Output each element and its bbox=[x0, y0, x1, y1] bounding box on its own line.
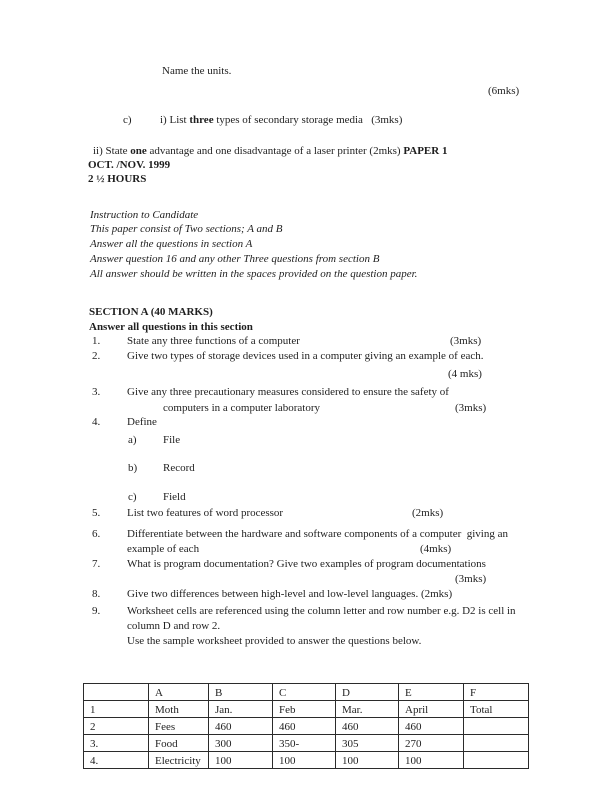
question-2-marks-line bbox=[0, 367, 612, 382]
instructions-text: Answer question 16 and any other Three questions from section B bbox=[90, 253, 380, 265]
worksheet-row bbox=[84, 718, 529, 735]
question-4b bbox=[0, 461, 612, 476]
worksheet-cell: 100 bbox=[336, 752, 399, 769]
worksheet-cell: Electricity bbox=[149, 752, 209, 769]
prompt-name-units-line bbox=[0, 64, 612, 79]
instructions-text: All answer should be written in the spaces provided on the question paper. bbox=[90, 268, 418, 280]
question-c-i-bold: three bbox=[189, 114, 214, 126]
instructions-line-4 bbox=[0, 267, 612, 282]
sub-question-text: Record bbox=[163, 462, 195, 474]
question-4c bbox=[0, 490, 612, 505]
question-7-marks-line bbox=[0, 572, 612, 587]
worksheet-cell: April bbox=[399, 701, 464, 718]
paper-duration: 2 ½ HOURS bbox=[88, 173, 147, 185]
question-8 bbox=[0, 587, 612, 602]
instructions-line-3 bbox=[0, 252, 612, 267]
worksheet-cell: Fees bbox=[149, 718, 209, 735]
question-c-i bbox=[160, 113, 402, 127]
question-number: 1. bbox=[92, 335, 101, 347]
question-text: Differentiate between the hardware and software components of a computer giving an bbox=[127, 528, 508, 540]
worksheet-cell: Jan. bbox=[209, 701, 273, 718]
question-text: computers in a computer laboratory bbox=[163, 402, 321, 414]
question-text: What is program documentation? Give two examples of program documentations bbox=[127, 558, 486, 570]
question-c-ii-mid: advantage and one disadvantage of a laser printer (2mks) bbox=[146, 145, 404, 157]
worksheet-cell: 460 bbox=[336, 718, 399, 735]
worksheet-header-row bbox=[84, 684, 529, 701]
sub-question-label: b) bbox=[128, 462, 138, 474]
worksheet-cell: B bbox=[209, 684, 273, 701]
worksheet-cell: Feb bbox=[273, 701, 336, 718]
question-text: Give two types of storage devices used in a computer giving an example of each. bbox=[127, 350, 484, 362]
question-c-ii-bold: one bbox=[130, 145, 147, 157]
question-9 bbox=[0, 604, 612, 619]
question-c-i-pre: i) List bbox=[160, 114, 190, 126]
marks-6mks: (6mks) bbox=[488, 85, 520, 97]
instructions-line-2 bbox=[0, 237, 612, 252]
worksheet-cell: D bbox=[336, 684, 399, 701]
question-number: 5. bbox=[92, 507, 101, 519]
question-c-line bbox=[0, 113, 612, 128]
worksheet-cell: Moth bbox=[149, 701, 209, 718]
question-text: Use the sample worksheet provided to answer the questions below. bbox=[127, 635, 422, 647]
worksheet-cell: 305 bbox=[336, 735, 399, 752]
question-marks: (3mks) bbox=[455, 573, 487, 585]
question-marks: (3mks) bbox=[455, 402, 487, 414]
question-number: 7. bbox=[92, 558, 101, 570]
question-text: example of each bbox=[127, 543, 200, 555]
question-c-ii-line bbox=[0, 144, 612, 159]
paper-title: PAPER 1 bbox=[403, 145, 448, 157]
paper-date: OCT. /NOV. 1999 bbox=[88, 159, 171, 171]
question-9-line-3 bbox=[0, 634, 612, 649]
prompt-name-units: Name the units. bbox=[162, 65, 232, 77]
worksheet-cell: C bbox=[273, 684, 336, 701]
instructions-text: Answer all the questions in section A bbox=[90, 238, 253, 250]
question-marks: (4mks) bbox=[420, 543, 452, 555]
worksheet-cell: 100 bbox=[273, 752, 336, 769]
sample-worksheet-table bbox=[83, 683, 529, 769]
question-text: Give any three precautionary measures considered to ensure the safety of bbox=[127, 386, 449, 398]
section-a-subtitle-line bbox=[0, 320, 612, 335]
question-9-line-2 bbox=[0, 619, 612, 634]
worksheet-cell: A bbox=[149, 684, 209, 701]
question-number: 9. bbox=[92, 605, 101, 617]
question-text: Give two differences between high-level and low-level languages. (2mks) bbox=[127, 588, 453, 600]
sub-question-label: c) bbox=[128, 491, 137, 503]
question-c-i-post: types of secondary storage media (3mks) bbox=[213, 114, 403, 126]
question-1 bbox=[0, 334, 612, 349]
question-number: 2. bbox=[92, 350, 101, 362]
worksheet-cell: 460 bbox=[273, 718, 336, 735]
worksheet-cell bbox=[84, 684, 149, 701]
question-marks: (3mks) bbox=[450, 335, 482, 347]
question-3-line-2 bbox=[0, 401, 612, 416]
worksheet-row bbox=[84, 701, 529, 718]
worksheet-cell bbox=[464, 752, 529, 769]
question-c-ii-pre: ii) State bbox=[93, 145, 131, 157]
question-marks: (2mks) bbox=[412, 507, 444, 519]
marks-6mks-line bbox=[0, 84, 612, 99]
worksheet-cell bbox=[464, 735, 529, 752]
worksheet-cell bbox=[464, 718, 529, 735]
question-text: Worksheet cells are referenced using the column letter and row number e.g. D2 is cell in bbox=[127, 605, 516, 617]
question-7 bbox=[0, 557, 612, 572]
worksheet-cell: 4. bbox=[84, 752, 149, 769]
question-3 bbox=[0, 385, 612, 400]
paper-duration-line bbox=[0, 172, 612, 187]
instructions-line-1 bbox=[0, 222, 612, 237]
worksheet-cell: 300 bbox=[209, 735, 273, 752]
worksheet-row bbox=[84, 735, 529, 752]
worksheet-cell: 100 bbox=[209, 752, 273, 769]
question-text: State any three functions of a computer bbox=[127, 335, 300, 347]
question-number: 8. bbox=[92, 588, 101, 600]
question-number: 4. bbox=[92, 416, 101, 428]
question-number: 3. bbox=[92, 386, 101, 398]
instructions-title-line bbox=[0, 208, 612, 223]
question-6-line-2 bbox=[0, 542, 612, 557]
section-a-title-line bbox=[0, 305, 612, 320]
question-text: column D and row 2. bbox=[127, 620, 221, 632]
question-number: 6. bbox=[92, 528, 101, 540]
question-text: Define bbox=[127, 416, 157, 428]
sub-question-text: File bbox=[163, 434, 181, 446]
worksheet-cell: 3. bbox=[84, 735, 149, 752]
worksheet-cell: 1 bbox=[84, 701, 149, 718]
question-c-ii bbox=[93, 144, 447, 158]
question-c-label: c) bbox=[123, 114, 132, 126]
worksheet-cell: 100 bbox=[399, 752, 464, 769]
worksheet-cell: 460 bbox=[209, 718, 273, 735]
question-text: List two features of word processor bbox=[127, 507, 284, 519]
question-5 bbox=[0, 506, 612, 521]
worksheet-cell: 270 bbox=[399, 735, 464, 752]
worksheet-cell: Food bbox=[149, 735, 209, 752]
question-marks: (4 mks) bbox=[448, 368, 482, 380]
question-4 bbox=[0, 415, 612, 430]
paper-date-line bbox=[0, 158, 612, 173]
question-2 bbox=[0, 349, 612, 364]
question-6 bbox=[0, 527, 612, 542]
sub-question-text: Field bbox=[163, 491, 186, 503]
worksheet-cell: F bbox=[464, 684, 529, 701]
worksheet-row bbox=[84, 752, 529, 769]
worksheet-cell: 350- bbox=[273, 735, 336, 752]
question-4a bbox=[0, 433, 612, 448]
worksheet-cell: Total bbox=[464, 701, 529, 718]
instructions-text: This paper consist of Two sections; A and B bbox=[90, 223, 283, 235]
sub-question-label: a) bbox=[128, 434, 137, 446]
worksheet-cell: 460 bbox=[399, 718, 464, 735]
worksheet-cell: E bbox=[399, 684, 464, 701]
worksheet-cell: Mar. bbox=[336, 701, 399, 718]
section-a-subtitle: Answer all questions in this section bbox=[89, 321, 253, 333]
worksheet-cell: 2 bbox=[84, 718, 149, 735]
instructions-title: Instruction to Candidate bbox=[90, 209, 199, 221]
section-a-title: SECTION A (40 MARKS) bbox=[89, 306, 213, 318]
